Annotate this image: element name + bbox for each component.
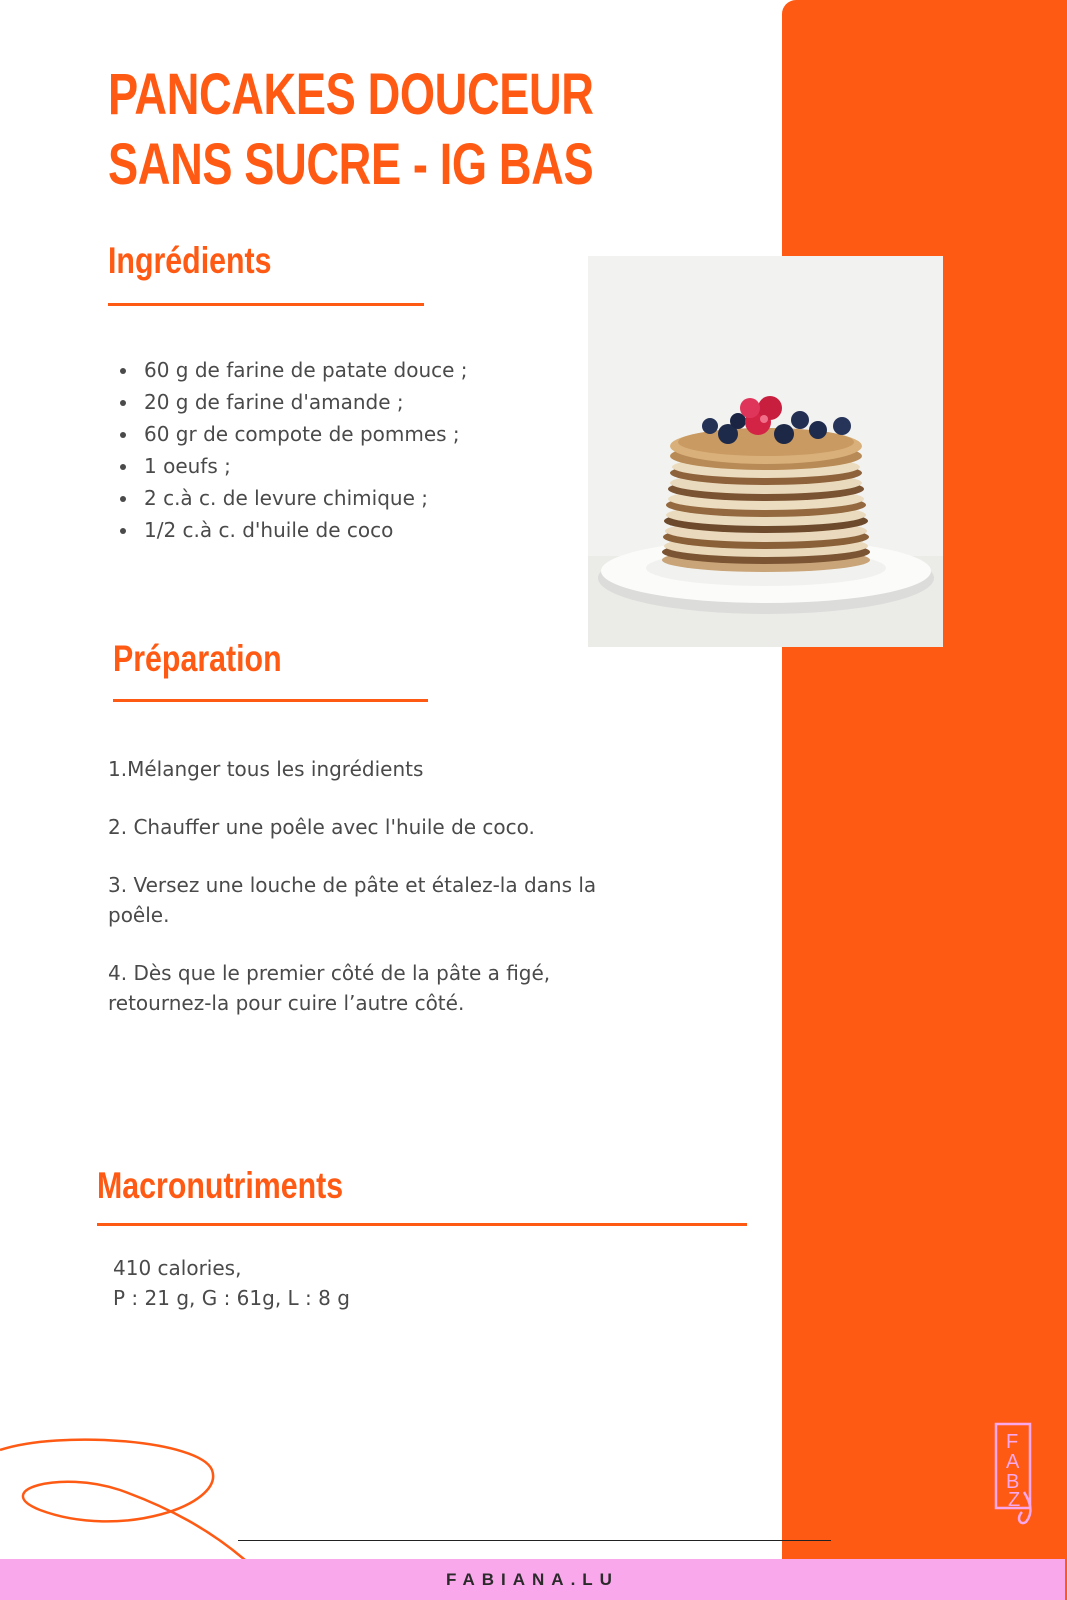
title-line-1: PANCAKES DOUCEUR [108, 62, 594, 127]
logo-letter: B [1006, 1471, 1020, 1493]
ingredient-item: 2 c.à c. de levure chimique ; [116, 482, 468, 514]
step-1: 1.Mélanger tous les ingrédients [108, 757, 424, 781]
step-4: 4. Dès que le premier côté de la pâte a figé, retournez-la pour cuire l’autre côté. [108, 961, 551, 1015]
ingredient-item: 20 g de farine d'amande ; [116, 386, 468, 418]
preparation-heading: Préparation [113, 638, 282, 679]
step-2: 2. Chauffer une poêle avec l'huile de coco. [108, 815, 535, 839]
recipe-title [108, 60, 594, 200]
ingredient-item: 60 g de farine de patate douce ; [116, 354, 468, 386]
footer-bar [0, 1559, 1065, 1600]
ingredients-heading: Ingrédients [108, 240, 272, 281]
ingredient-item: 1 oeufs ; [116, 450, 468, 482]
step-3: 3. Versez une louche de pâte et étalez-la dans la poêle. [108, 873, 597, 927]
calories-text: 410 calories, [113, 1256, 242, 1280]
squiggle-decoration [0, 1430, 260, 1560]
fabz-logo-icon [994, 1422, 1038, 1528]
macros-values [113, 1253, 350, 1313]
preparation-rule [113, 699, 428, 702]
footer-divider [238, 1540, 831, 1541]
orange-side-panel [782, 0, 1067, 1600]
ingredient-item: 1/2 c.à c. d'huile de coco [116, 514, 468, 546]
logo-letter: Z [1008, 1489, 1021, 1511]
macros-breakdown: P : 21 g, G : 61g, L : 8 g [113, 1286, 350, 1310]
title-line-2: SANS SUCRE - IG BAS [108, 132, 594, 197]
preparation-steps [108, 754, 608, 1046]
ingredients-list [116, 354, 468, 546]
macronutriments-heading: Macronutriments [97, 1165, 344, 1206]
pancake-stack-illustration [588, 256, 943, 647]
footer-website[interactable]: FABIANA.LU [446, 1570, 619, 1589]
ingredients-rule [108, 303, 424, 306]
logo-letter: A [1006, 1451, 1020, 1473]
pancake-photo [588, 256, 943, 647]
macronutriments-rule [97, 1223, 747, 1226]
logo-letter: F [1006, 1431, 1019, 1453]
ingredient-item: 60 gr de compote de pommes ; [116, 418, 468, 450]
